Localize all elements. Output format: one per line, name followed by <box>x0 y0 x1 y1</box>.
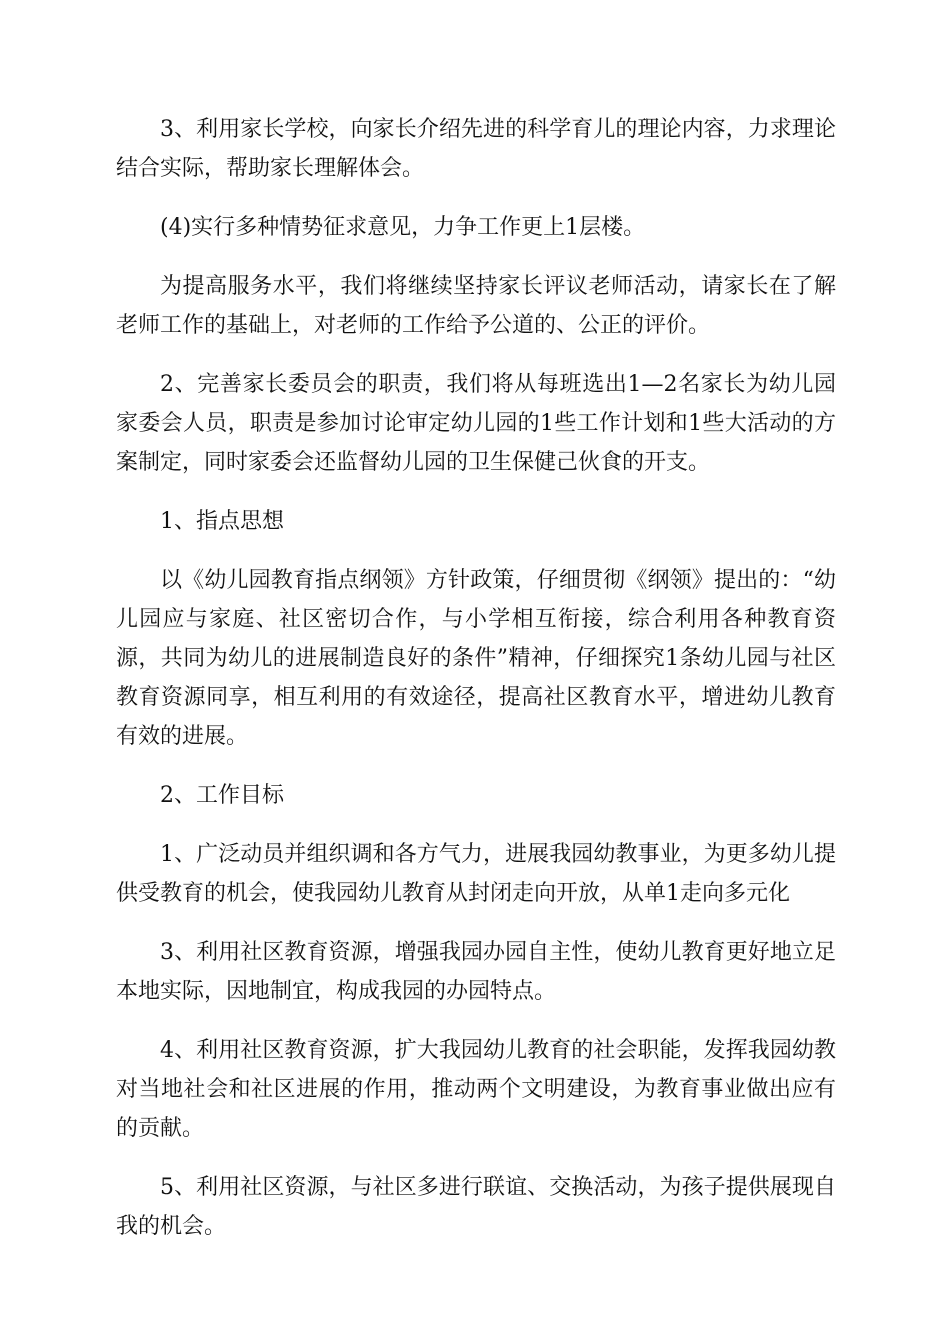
paragraph-goal-1: 1、广泛动员并组织调和各方气力，进展我园幼教事业，为更多幼儿提供受教育的机会，使我园幼儿教育从封闭走向开放，从单1走向多元化 <box>116 842 836 906</box>
paragraph-goal-4: 4、利用社区教育资源，扩大我园幼儿教育的社会职能，发挥我园幼教对当地社会和社区进展的作用，推动两个文明建设，为教育事业做出应有的贡献。 <box>116 1038 836 1141</box>
paragraph-parent-committee: 2、完善家长委员会的职责，我们将从每班选出1—2名家长为幼儿园家委会人员，职责是参加讨论审定幼儿园的1些工作计划和1些大活动的方案制定，同时家委会还监督幼儿园的卫生保健己伙食的开支。 <box>116 372 836 475</box>
document-body <box>116 110 836 1266</box>
section-heading-work-goals: 2、工作目标 <box>160 783 284 808</box>
paragraph-guiding-thought: 以《幼儿园教育指点纲领》方针政策，仔细贯彻《纲领》提出的：“幼儿园应与家庭、社区密切合作，与小学相互衔接，综合利用各种教育资源，共同为幼儿的进展制造良好的条件”精神，仔细探究1条幼儿园与社区教育资源同享，相互利用的有效途径，提高社区教育水平，增进幼儿教育有效的进展。 <box>116 568 836 749</box>
paragraph-feedback-forms: (4)实行多种情势征求意见，力争工作更上1层楼。 <box>160 215 646 240</box>
section-heading-guiding-thought: 1、指点思想 <box>160 509 284 534</box>
paragraph-goal-5: 5、利用社区资源，与社区多进行联谊、交换活动，为孩子提供展现自我的机会。 <box>116 1175 836 1239</box>
paragraph-parent-school: 3、利用家长学校，向家长介绍先进的科学育儿的理论内容，力求理论结合实际，帮助家长理解体会。 <box>116 117 836 181</box>
paragraph-goal-3: 3、利用社区教育资源，增强我园办园自主性，使幼儿教育更好地立足本地实际，因地制宜，构成我园的办园特点。 <box>116 940 836 1004</box>
paragraph-teacher-evaluation: 为提高服务水平，我们将继续坚持家长评议老师活动，请家长在了解老师工作的基础上，对老师的工作给予公道的、公正的评价。 <box>116 274 836 338</box>
